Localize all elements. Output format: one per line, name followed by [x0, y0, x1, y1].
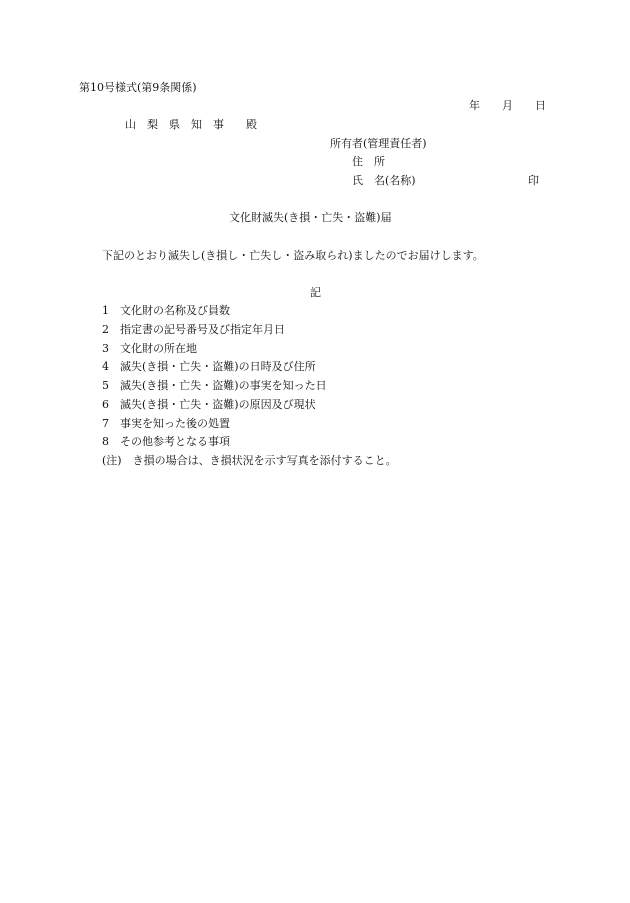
item-number: 7	[102, 417, 109, 430]
list-item	[102, 417, 230, 431]
ki-heading: 記	[310, 286, 321, 299]
note: (注) き損の場合は、き損状況を示す写真を添付すること。	[102, 454, 397, 467]
list-item	[102, 323, 285, 337]
seal-mark: 印	[528, 174, 539, 187]
document-title: 文化財滅失(き損・亡失・盗難)届	[229, 211, 392, 224]
list-item	[102, 379, 327, 393]
item-number: 4	[102, 360, 109, 373]
list-item	[102, 398, 316, 412]
item-text: 指定書の記号番号及び指定年月日	[120, 323, 285, 336]
owner-address-label: 住 所	[352, 155, 385, 168]
item-number: 2	[102, 323, 109, 336]
item-text: 文化財の所在地	[120, 342, 197, 355]
list-item	[102, 342, 197, 356]
item-number: 1	[102, 304, 109, 317]
list-item	[102, 435, 230, 449]
item-text: 事実を知った後の処置	[120, 417, 230, 430]
list-item	[102, 360, 316, 374]
item-text: 滅失(き損・亡失・盗難)の日時及び住所	[120, 360, 316, 373]
item-text: 滅失(き損・亡失・盗難)の原因及び現状	[120, 398, 316, 411]
list-item	[102, 304, 230, 318]
addressee: 山 梨 県 知 事 殿	[125, 118, 257, 131]
item-text: 文化財の名称及び員数	[120, 304, 230, 317]
item-text: その他参考となる事項	[120, 435, 230, 448]
item-number: 8	[102, 435, 109, 448]
owner-title: 所有者(管理責任者)	[330, 137, 427, 150]
owner-name-label: 氏 名(名称)	[352, 174, 416, 187]
item-number: 6	[102, 398, 109, 411]
body-text: 下記のとおり滅失し(き損し・亡失し・盗み取られ)ましたのでお届けします。	[102, 249, 484, 262]
item-number: 3	[102, 342, 109, 355]
item-text: 滅失(き損・亡失・盗難)の事実を知った日	[120, 379, 327, 392]
item-number: 5	[102, 379, 109, 392]
form-number: 第10号様式(第9条関係)	[79, 81, 197, 94]
date-line: 年 月 日	[469, 99, 546, 112]
